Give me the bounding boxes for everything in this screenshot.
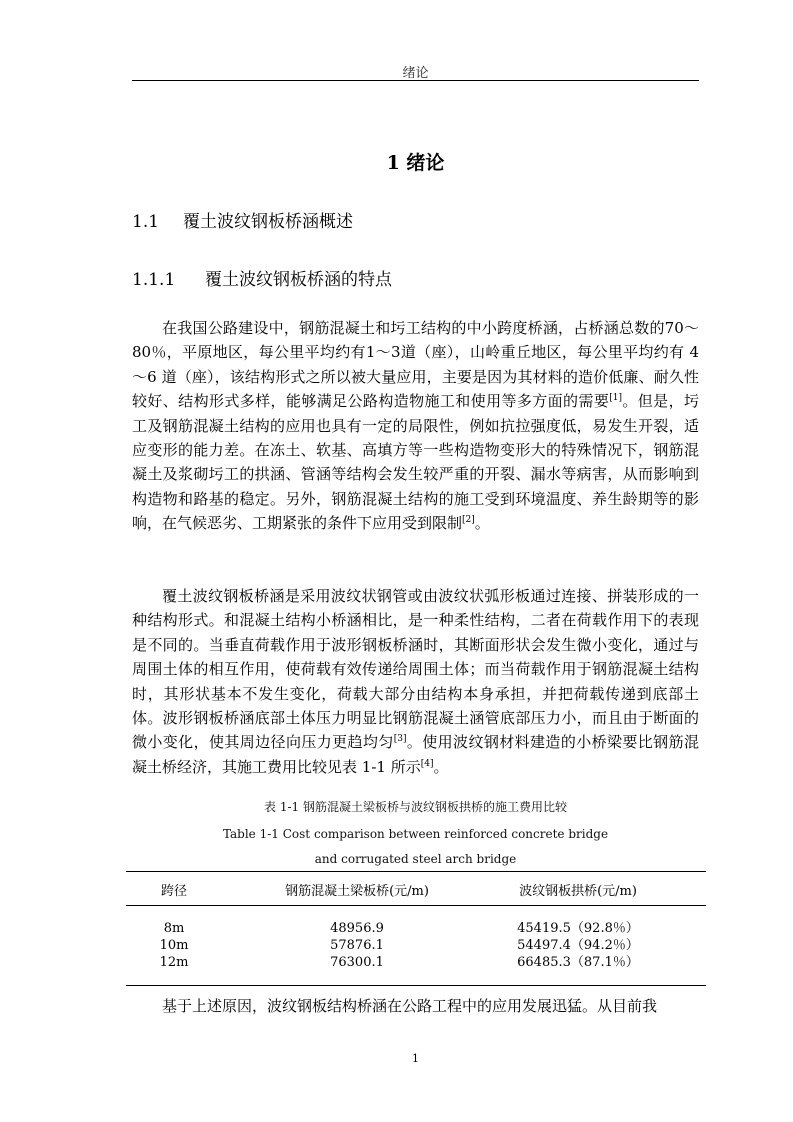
table-cell: 66485.3（87.1％）	[517, 955, 639, 970]
paragraph-3: 基于上述原因，波纹钢板结构桥涵在公路工程中的应用发展迅猛。从目前我	[162, 997, 658, 1015]
page-number: 1	[412, 1052, 419, 1065]
paragraph-2	[132, 584, 699, 779]
table-cell: 45419.5（92.8％）	[517, 921, 639, 936]
table-column-steel-cost	[482, 920, 674, 971]
table-cell: 12m	[159, 955, 189, 970]
table-cell: 8m	[163, 921, 185, 936]
chapter-title: 1 绪论	[386, 152, 445, 174]
citation-4: [4]	[420, 758, 434, 769]
subsection-title: 覆土波纹钢板桥涵的特点	[205, 270, 392, 290]
table-column-span	[126, 920, 222, 971]
paragraph-2-text-a: 覆土波纹钢板桥涵是采用波纹状钢管或由波纹状弧形板通过连接、拼装形成的一种结构形式。和混凝土结构小桥涵相比，是一种柔性结构，二者在荷载作用下的表现是不同的。当垂直荷载作用于波形钢板桥涵时，其断面形状会发生微小变化，通过与周围土体的相互作用，使荷载有效传递给周围土体；而当荷载作用于钢筋混凝土结构时，其形状基本不发生变化，荷载大部分由结构本身承担，并把荷载传递到底部土体。波形钢板桥涵底部土体压力明显比钢筋混凝土涵管底部压力小，而且由于断面的微小变化，使其周边径向压力更趋均匀	[132, 587, 699, 752]
table-bottom-rule	[126, 985, 706, 986]
table-header-concrete-cost: 钢筋混凝土梁板桥(元/m)	[285, 884, 429, 899]
table-column-concrete-cost	[262, 920, 452, 971]
paragraph-1-text-a: 在我国公路建设中，钢筋混凝土和圬工结构的中小跨度桥涵，占桥涵总数的70～80％，平原地区，每公里平均约有1～3道（座），山岭重丘地区，每公里平均约有 4～6 道（座），该结构形式之所以被大量应用，主要是因为其材料的造价低廉、耐久性较好、结构形式多样，能够满足公路构造物施工和使用等多方面的需要	[132, 319, 699, 411]
table-header-span: 跨径	[160, 884, 187, 899]
table-caption-en-line2: and corrugated steel arch bridge	[314, 852, 517, 866]
paragraph-2-text-b: 。使用波纹钢材料建造的小桥梁要比钢筋混凝土桥经济，其施工费用比较见表 1-1 所示	[132, 733, 699, 776]
table-cell: 54497.4（94.2％）	[517, 938, 639, 953]
paragraph-2-text-c: 。	[433, 757, 449, 776]
paragraph-1-text-b: 。但是，圬工及钢筋混凝土结构的应用也具有一定的局限性，例如抗拉强度低，易发生开裂，适应变形的能力差。在冻土、软基、高填方等一些构造物变形大的特殊情况下，钢筋混凝土及浆砌圬工的拱涵、管涵等结构会发生较严重的开裂、漏水等病害，从而影响到构造物和路基的稳定。另外，钢筋混凝土结构的施工受到环境温度、养生龄期等的影响，在气候恶劣、工期紧张的条件下应用受到限制	[132, 392, 699, 533]
table-caption-zh: 表 1-1 钢筋混凝土梁板桥与波纹钢板拱桥的施工费用比较	[264, 800, 567, 814]
subsection-heading	[132, 265, 392, 290]
citation-1: [1]	[609, 393, 622, 404]
section-number: 1.1	[132, 212, 160, 232]
subsection-number: 1.1.1	[132, 270, 176, 290]
table-caption-en-line1: Table 1-1 Cost comparison between reinforced concrete bridge	[222, 827, 609, 841]
header-rule	[132, 80, 699, 81]
section-title: 覆土波纹钢板桥涵概述	[183, 212, 353, 232]
table-cell: 10m	[159, 938, 189, 953]
running-header: 绪论	[402, 66, 429, 81]
table-cell: 76300.1	[330, 955, 384, 970]
table-top-rule	[126, 871, 706, 872]
table-header-steel-cost: 波纹钢板拱桥(元/m)	[519, 884, 637, 899]
table-header-rule	[126, 905, 706, 906]
citation-3: [3]	[393, 734, 407, 745]
paragraph-1-text-c: 。	[474, 514, 490, 533]
table-cell: 48956.9	[330, 921, 384, 936]
citation-2: [2]	[462, 515, 475, 526]
section-heading	[132, 207, 353, 232]
table-cell: 57876.1	[330, 938, 384, 953]
paragraph-1	[132, 316, 699, 536]
